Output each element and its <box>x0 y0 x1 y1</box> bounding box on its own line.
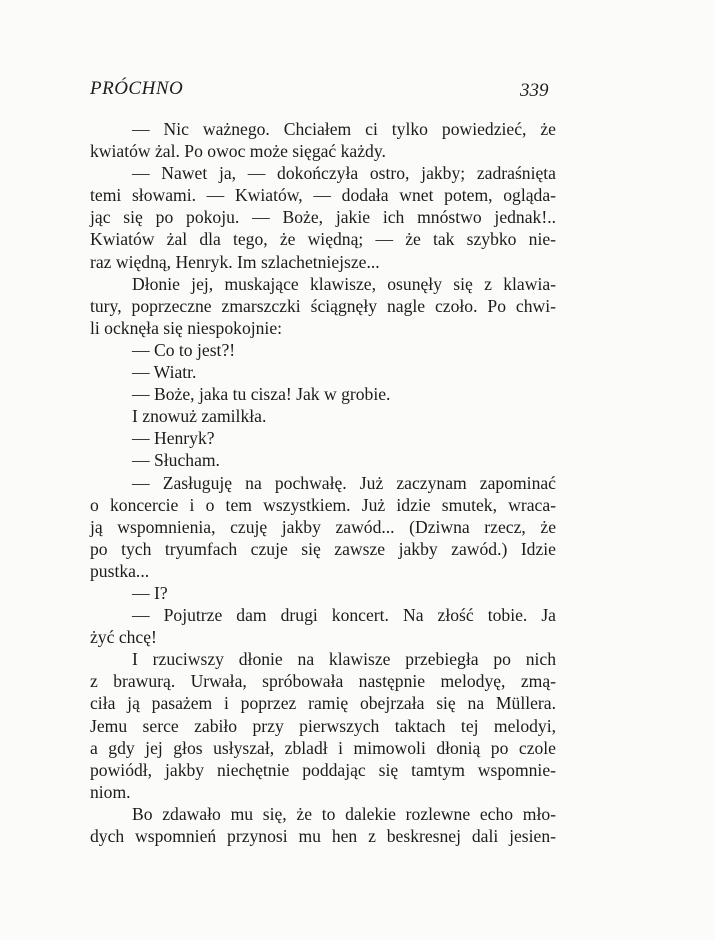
text-line: li ocknęła się niespokojnie: <box>90 317 283 338</box>
text-line: tury, poprzeczne zmarszczki ściągnęły nagle czoło. Po chwi- <box>90 295 556 316</box>
text-line: jąc się po pokoju. — Boże, jakie ich mnóstwo jednak!.. <box>90 207 556 228</box>
text-line: — I? <box>132 582 168 603</box>
text-line: — Boże, jaka tu cisza! Jak w grobie. <box>132 384 391 405</box>
text-line: — Co to jest?! <box>132 339 236 360</box>
text-line: — Nic ważnego. Chciałem ci tylko powiedzieć, że <box>132 119 556 139</box>
text-line: po tych tryumfach czuje się zawsze jakby zawód.) Idzie <box>90 538 556 559</box>
text-line: raz więdną, Henryk. Im szlachetniejsze... <box>90 251 380 272</box>
text-line: — Henryk? <box>132 428 215 449</box>
text-line: niom. <box>90 781 131 802</box>
text-line: Jemu serce zabiło przy pierwszych taktach tej melodyi, <box>90 715 556 736</box>
text-line: Kwiatów żal dla tego, że więdną; — że tak szybko nie- <box>90 229 556 250</box>
text-line: żyć chcę! <box>90 627 157 648</box>
text-line: dych wspomnień przynosi mu hen z beskresnej dali jesien- <box>90 826 556 846</box>
text-line: Dłonie jej, muskające klawisze, osunęły się z klawia- <box>132 273 556 294</box>
text-line: — Pojutrze dam drugi koncert. Na złość tobie. Ja <box>132 605 556 626</box>
text-line: o koncercie i o tem wszystkiem. Już idzie smutek, wraca- <box>90 494 556 515</box>
running-title: PRÓCHNO <box>90 78 184 99</box>
text-line: — Zasługuję na pochwałę. Już zaczynam zapominać <box>132 472 556 493</box>
body-text <box>90 118 556 847</box>
text-line: — Wiatr. <box>132 362 197 383</box>
text-line: I rzuciwszy dłonie na klawisze przebiegła po nich <box>132 649 556 670</box>
text-line: ją wspomnienia, czuję jakby zawód... (Dziwna rzecz, że <box>90 516 556 537</box>
text-line: powiódł, jakby niechętnie poddając się tamtym wspomnie- <box>90 759 556 780</box>
text-line: kwiatów żal. Po owoc może sięgać każdy. <box>90 141 386 162</box>
text-line: — Słucham. <box>132 450 220 471</box>
text-line: z brawurą. Urwała, spróbowała następnie melodyę, zmą- <box>90 671 556 692</box>
page-number: 339 <box>520 80 549 101</box>
text-line: pustka... <box>90 560 150 581</box>
text-line: temi słowami. — Kwiatów, — dodała wnet potem, ogląda- <box>90 185 556 206</box>
text-line: I znowuż zamilkła. <box>132 406 267 427</box>
text-line: Bo zdawało mu się, że to dalekie rozlewne echo mło- <box>132 803 556 824</box>
text-line: ciła ją pasażem i poprzez ramię obejrzała się na Müllera. <box>90 693 556 714</box>
text-line: — Nawet ja, — dokończyła ostro, jakby; zadraśnięta <box>132 163 556 184</box>
text-line: a gdy jej głos usłyszał, zbladł i mimowoli dłonią po czole <box>90 737 556 758</box>
